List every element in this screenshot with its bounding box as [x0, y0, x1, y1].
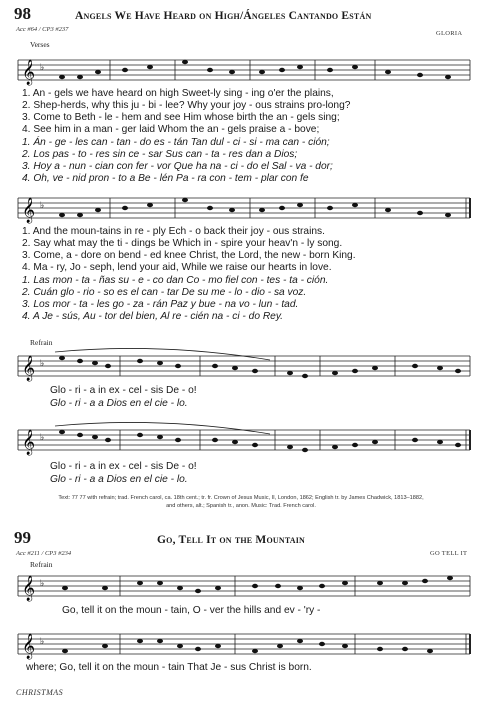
svg-text:𝄞: 𝄞 [22, 576, 36, 601]
refrain-line-spanish: Glo - ri - a a Dios en el cie - lo. [50, 474, 188, 485]
verse-line: 1. And the moun-tains in re - ply Ech - o back their joy - ous strains. [22, 226, 325, 237]
verse-line-spanish: 1. Án - ge - les can - tan - do es - tán Tan dul - ci - si - ma can - ción; [22, 137, 330, 148]
accompaniment-reference: Acc #64 / CP3 #237 [16, 26, 69, 33]
verse-line: 2. Say what may the ti - dings be Which in - spire your heav'n - ly song. [22, 238, 343, 249]
svg-text:♭: ♭ [40, 433, 45, 443]
verse-line: 4. Ma - ry, Jo - seph, lend your aid, While we raise our hearts in love. [22, 262, 332, 273]
verse-line-spanish: 4. A Je - sús, Au - tor del bien, Al re - cién na - ci - do Rey. [22, 311, 284, 322]
svg-text:♭: ♭ [40, 201, 45, 211]
verse-line: 4. See him in a man - ger laid Whom the an - gels praise a - bove; [22, 124, 320, 135]
verse-line: 3. Come to Beth - le - hem and see Him whose birth the an - gels sing; [22, 112, 340, 123]
verse-line-spanish: 2. Cuán glo - rio - so es el can - tar De su me - lo - dio - sa voz. [22, 287, 307, 298]
verse-line: 2. Shep-herds, why this ju - bi - lee? Why your joy - ous strains pro-long? [22, 100, 351, 111]
accompaniment-reference: Acc #211 / CP3 #234 [16, 550, 72, 557]
svg-text:𝄞: 𝄞 [22, 356, 36, 381]
section-footer: CHRISTMAS [16, 688, 64, 697]
refrain-line-spanish: Glo - ri - a a Dios en el cie - lo. [50, 398, 188, 409]
hymn-title: Go, Tell It on the Mountain [157, 534, 306, 546]
section-label-verses: Verses [30, 40, 50, 49]
refrain-line: Go, tell it on the moun - tain, O - ver the hills and ev - 'ry - [62, 605, 321, 616]
tune-name: GO TELL IT [430, 550, 468, 557]
svg-text:♭: ♭ [40, 637, 45, 647]
hymn-number: 98 [14, 4, 31, 23]
verse-line-spanish: 2. Los pas - to - res sin ce - sar Sus can - ta - res dan a Dios; [22, 149, 298, 160]
section-label-refrain: Refrain [30, 560, 53, 569]
hymn-title: Angels We Have Heard on High/Ángeles Cantando Están [75, 10, 372, 22]
svg-text:𝄞: 𝄞 [22, 430, 36, 455]
verse-line-spanish: 3. Los mor - ta - les go - za - rán Paz y bue - na vo - lun - tad. [22, 299, 299, 310]
refrain-line: Glo - ri - a in ex - cel - sis De - o! [50, 461, 197, 472]
svg-text:𝄞: 𝄞 [22, 60, 36, 85]
verse-line-spanish: 4. Oh, ve - nid pron - to a Be - lén Pa - ra con - tem - plar con fe [22, 173, 309, 184]
svg-text:♭: ♭ [40, 579, 45, 589]
verse-line-spanish: 3. Hoy a - nun - cian con fer - vor Que ha na - ci - do el Sal - va - dor; [22, 161, 333, 172]
verse-line-spanish: 1. Las mon - ta - ñas su - e - co dan Co - mo fiel con - tes - ta - ción. [22, 275, 329, 286]
svg-text:𝄞: 𝄞 [22, 198, 36, 223]
verse-line: 1. An - gels we have heard on high Sweet-ly sing - ing o'er the plains, [22, 88, 334, 99]
refrain-line: Glo - ri - a in ex - cel - sis De - o! [50, 385, 197, 396]
svg-text:𝄞: 𝄞 [22, 634, 36, 659]
refrain-line: where; Go, tell it on the moun - tain That Je - sus Christ is born. [26, 662, 312, 673]
hymn-credits: Text: 77 77 with refrain; trad. French carol, ca. 18th cent.; tr. fr. Crown of Jesus Music, II, London, 1862; English tr. by James Chadwick, 1813–1882, and others, alt.; Spanish tr., anon. Music: Trad. French carol. [58, 495, 424, 509]
svg-text:♭: ♭ [40, 359, 45, 369]
svg-text:♭: ♭ [40, 63, 45, 73]
hymn-number: 99 [14, 528, 31, 547]
section-label-refrain: Refrain [30, 338, 53, 347]
tune-name: GLORIA [436, 30, 463, 37]
verse-line: 3. Come, a - dore on bend - ed knee Christ, the Lord, the new - born King. [22, 250, 356, 261]
